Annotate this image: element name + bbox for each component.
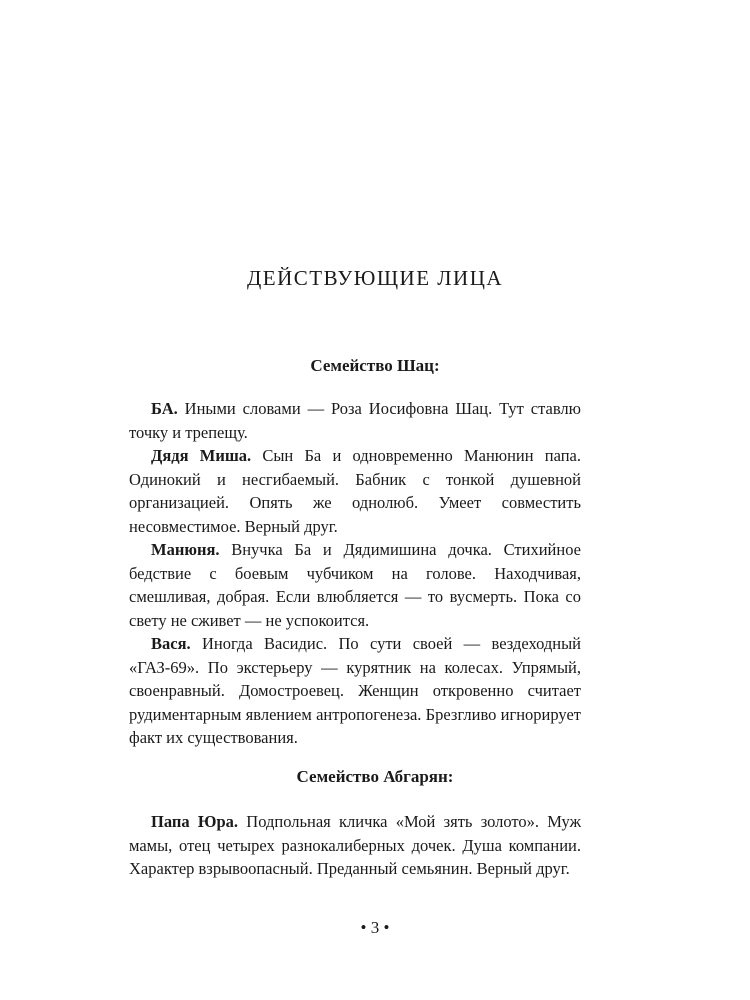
character-entry-papa-yura xyxy=(129,810,581,881)
character-name: Манюня. xyxy=(151,540,220,559)
character-description: Подпольная кличка «Мой зять золото». Муж мамы, отец четырех разнокалиберных дочек. Душа компании. Характер взрывоопасный. Преданный семьянин. Верный друг. xyxy=(129,812,581,878)
character-name: Папа Юра. xyxy=(151,812,239,831)
character-entry-dyadya-misha xyxy=(129,444,581,538)
character-name: Дядя Миша. xyxy=(151,446,252,465)
character-description: Иными словами — Роза Иосифовна Шац. Тут ставлю точку и трепещу. xyxy=(129,399,581,442)
character-entry-manyunya xyxy=(129,538,581,632)
character-name: Вася. xyxy=(151,634,191,653)
page-number: • 3 • xyxy=(360,918,390,937)
section-heading-abgaryan: Семейство Абгарян: xyxy=(296,767,454,786)
character-description: Иногда Васидис. По сути своей — вездеходный «ГАЗ-69». По экстерьеру — курятник на колесах. Упрямый, своенравный. Домостроевец. Женщин откровенно считает рудиментарным явлением антропогенеза. Брезгливо игнорирует факт их существования. xyxy=(129,634,581,747)
character-entry-ba xyxy=(129,397,581,444)
character-description: Сын Ба и одновременно Манюнин папа. Одинокий и несгибаемый. Бабник с тонкой душевной организацией. Опять же однолюб. Умеет совместить несовместимое. Верный друг. xyxy=(129,446,582,536)
character-description: Внучка Ба и Дядимишина дочка. Стихийное бедствие с боевым чубчиком на голове. Находчивая, смешливая, добрая. Если влюбляется — то вусмерть. Пока со свету не сживет — не успокоится. xyxy=(129,540,581,630)
section-heading-shatz: Семейство Шац: xyxy=(310,356,440,375)
character-name: БА. xyxy=(151,399,178,418)
section-abgaryan-entries xyxy=(129,810,581,881)
character-entry-vasya xyxy=(129,632,581,750)
page-title: ДЕЙСТВУЮЩИЕ ЛИЦА xyxy=(246,266,504,290)
section-shatz-entries xyxy=(129,397,581,750)
